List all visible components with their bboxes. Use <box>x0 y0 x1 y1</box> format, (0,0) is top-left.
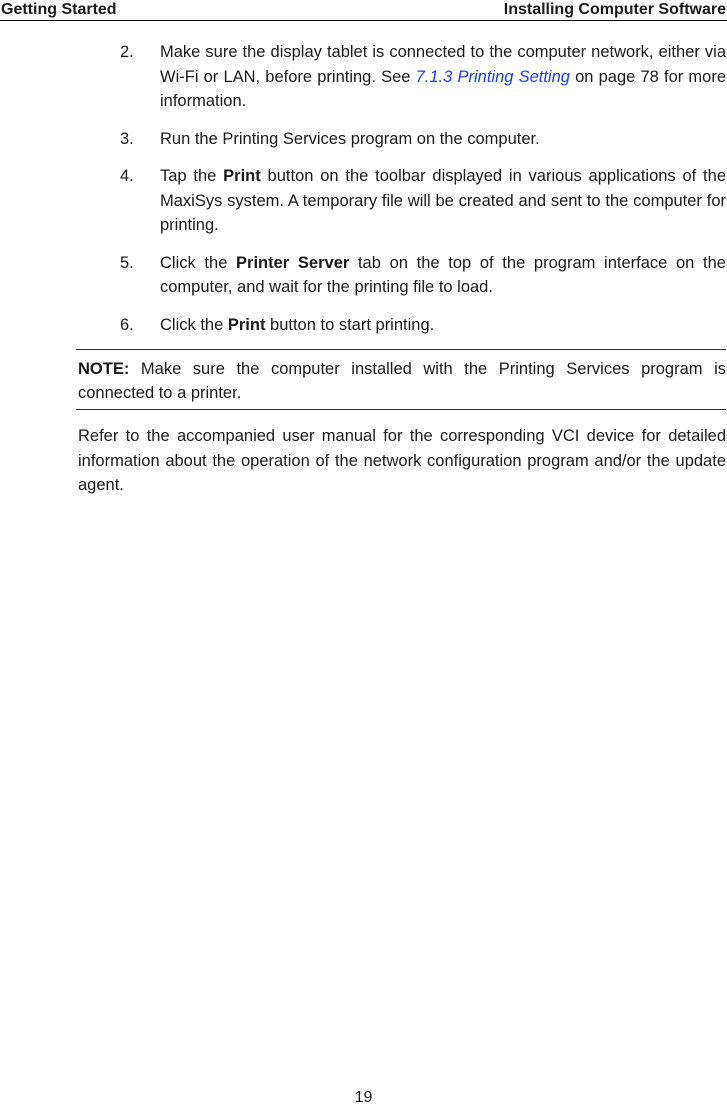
header-section-title: Getting Started <box>1 1 117 18</box>
step-number: 2. <box>120 43 134 61</box>
header-chapter-title: Installing Computer Software <box>503 1 726 18</box>
page-header <box>0 0 727 21</box>
step-text: button on the toolbar displayed in various applications of the MaxiSys system. A temporary file will be created and sent to the computer for printing. <box>160 167 726 234</box>
printer-server-term: Printer Server <box>236 253 350 272</box>
printing-setting-link[interactable]: 7.1.3 Printing Setting <box>415 67 570 86</box>
step-number: 6. <box>120 315 134 334</box>
note-box <box>76 349 726 410</box>
step-text: Make sure the display tablet is connected to the computer network, either via Wi-Fi or LAN, before printing. See <box>160 43 726 86</box>
step-text: on page 78 for more information. <box>160 67 726 110</box>
note-text: Make sure the computer installed with the Printing Services program is connected to a printer. <box>78 360 726 402</box>
step-text: Run the Printing Services program on the computer. <box>160 129 540 148</box>
print-button-term: Print <box>227 315 266 334</box>
note-label: NOTE: <box>78 360 130 378</box>
step-number: 5. <box>120 253 134 272</box>
step-number: 3. <box>120 129 134 148</box>
body-paragraph: Refer to the accompanied user manual for the corresponding VCI device for detailed information about the operation of the network configuration program and/or the update agent. <box>78 427 726 494</box>
step-3 <box>118 127 726 152</box>
steps-list <box>118 40 726 350</box>
step-6 <box>118 313 726 338</box>
step-2 <box>118 40 726 114</box>
step-text: Tap the <box>160 167 224 185</box>
step-text: Click the <box>160 315 228 334</box>
print-button-term: Print <box>223 167 261 185</box>
step-4 <box>118 164 726 238</box>
step-number: 4. <box>120 167 134 185</box>
step-text: button to start printing. <box>265 315 435 334</box>
step-text: Click the <box>160 253 237 272</box>
page-number: 19 <box>354 1089 373 1106</box>
step-5 <box>118 251 726 300</box>
step-text: tab on the top of the program interface on the computer, and wait for the printing file to load. <box>160 253 726 296</box>
